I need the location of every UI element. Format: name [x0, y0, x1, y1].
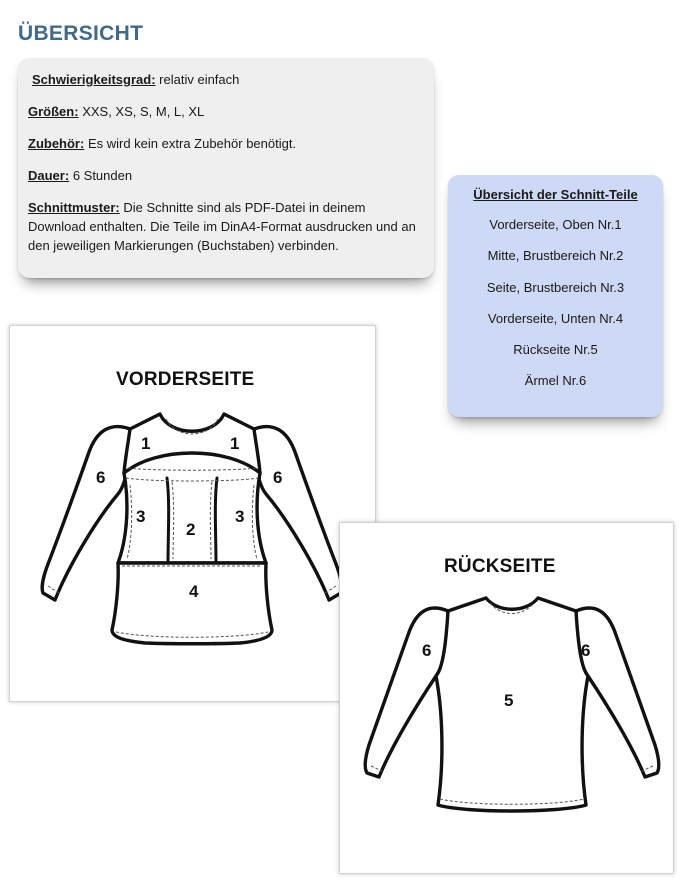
sizes-value: XXS, XS, S, M, L, XL	[82, 104, 205, 119]
pattern-value: Die Schnitte sind als PDF-Datei in deinem Download enthalten. Die Teile im DinA4-Format ausdrucken und an den jeweiligen Markierungen (Buchstaben) verbinden.	[28, 200, 416, 253]
parts-item: Rückseite Nr.5	[513, 342, 598, 358]
page-title: ÜBERSICHT	[18, 22, 144, 45]
front-piece-1-left: 1	[141, 434, 151, 453]
front-piece-1-right: 1	[230, 434, 240, 453]
pattern-row	[28, 198, 424, 255]
pattern-label: Schnittmuster:	[28, 200, 120, 215]
front-lower	[112, 563, 272, 644]
difficulty-value: relativ einfach	[159, 72, 240, 87]
accessories-value: Es wird kein extra Zubehör benötigt.	[87, 136, 297, 151]
parts-item: Ärmel Nr.6	[524, 373, 587, 389]
parts-item: Vorderseite, Oben Nr.1	[489, 217, 622, 232]
front-piece-4: 4	[189, 582, 199, 601]
parts-item: Vorderseite, Unten Nr.4	[487, 310, 624, 326]
parts-overview-box	[448, 175, 663, 417]
front-view-title: VORDERSEITE	[116, 369, 255, 390]
parts-item: Seite, Brustbereich Nr.3	[486, 279, 625, 295]
front-view-panel	[9, 325, 376, 702]
front-piece-6-left: 6	[96, 468, 106, 487]
back-piece-6-right: 6	[581, 641, 591, 660]
back-view-panel	[339, 522, 674, 874]
duration-value: 6 Stunden	[72, 168, 133, 183]
front-piece-3-left: 3	[136, 507, 146, 526]
back-left-sleeve	[365, 608, 448, 777]
back-right-sleeve	[576, 608, 659, 777]
parts-item: Mitte, Brustbereich Nr.2	[487, 248, 624, 264]
accessories-row	[28, 134, 424, 153]
duration-row	[28, 166, 424, 185]
back-piece-6-left: 6	[422, 641, 432, 660]
duration-label: Dauer:	[28, 168, 70, 183]
sizes-row	[28, 102, 424, 121]
back-shirt-illustration	[340, 523, 673, 873]
front-piece-3-right: 3	[235, 507, 245, 526]
front-shirt-illustration	[10, 326, 375, 701]
back-view-title: RÜCKSEITE	[444, 556, 556, 577]
front-piece-6-right: 6	[273, 468, 283, 487]
back-piece-5: 5	[504, 691, 514, 710]
front-piece-2: 2	[186, 520, 196, 539]
parts-overview-title: Übersicht der Schnitt-Teile	[473, 187, 638, 202]
difficulty-label: Schwierigkeitsgrad:	[32, 72, 156, 87]
difficulty-row	[28, 70, 424, 89]
accessories-label: Zubehör:	[28, 136, 85, 151]
info-box	[18, 58, 434, 278]
sizes-label: Größen:	[28, 104, 79, 119]
